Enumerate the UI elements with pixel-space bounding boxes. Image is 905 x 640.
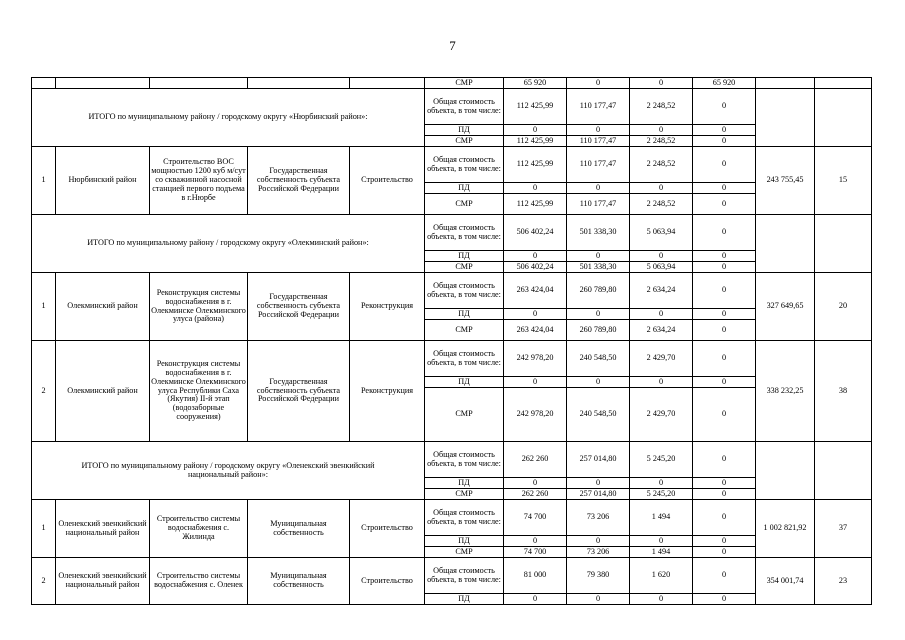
last-cell: 38 bbox=[815, 341, 872, 442]
pd-label: ПД bbox=[425, 478, 504, 489]
smr-label: СМР bbox=[425, 194, 504, 215]
total-label: Общая стоимость объекта, в том числе: bbox=[425, 442, 504, 478]
value-cell: 0 bbox=[693, 594, 756, 605]
value-cell: 0 bbox=[693, 89, 756, 125]
empty-cell bbox=[150, 78, 248, 89]
value-cell: 81 000 bbox=[504, 558, 567, 594]
value-cell: 0 bbox=[504, 251, 567, 262]
value-cell: 0 bbox=[504, 536, 567, 547]
value-cell: 0 bbox=[693, 377, 756, 388]
value-cell: 260 789,80 bbox=[567, 320, 630, 341]
value-cell: 0 bbox=[693, 489, 756, 500]
value-cell: 0 bbox=[630, 309, 693, 320]
value-cell: 0 bbox=[630, 125, 693, 136]
project-row bbox=[32, 273, 872, 309]
project-ownership: Государственная собственность субъекта Российской Федерации bbox=[248, 341, 350, 442]
project-type: Реконструкция bbox=[350, 273, 425, 341]
value-cell: 0 bbox=[693, 147, 756, 183]
value-cell: 2 429,70 bbox=[630, 388, 693, 442]
project-type: Строительство bbox=[350, 500, 425, 558]
ratio-cell: 1 002 821,92 bbox=[756, 500, 815, 558]
value-cell: 0 bbox=[567, 309, 630, 320]
value-cell: 112 425,99 bbox=[504, 89, 567, 125]
project-object: Строительство системы водоснабжения с. Оленек bbox=[150, 558, 248, 605]
value-cell: 0 bbox=[630, 251, 693, 262]
empty-cell bbox=[32, 78, 56, 89]
value-cell: 0 bbox=[693, 183, 756, 194]
value-cell: 242 978,20 bbox=[504, 388, 567, 442]
value-cell: 0 bbox=[693, 251, 756, 262]
value-cell: 0 bbox=[693, 442, 756, 478]
value-cell: 0 bbox=[693, 194, 756, 215]
empty-cell bbox=[248, 78, 350, 89]
value-cell: 1 494 bbox=[630, 547, 693, 558]
project-ownership: Государственная собственность субъекта Российской Федерации bbox=[248, 273, 350, 341]
project-district: Нюрбинский район bbox=[56, 147, 150, 215]
last-cell: 20 bbox=[815, 273, 872, 341]
value-cell: 1 494 bbox=[630, 500, 693, 536]
project-number: 1 bbox=[32, 273, 56, 341]
value-cell: 1 620 bbox=[630, 558, 693, 594]
empty-cell bbox=[756, 78, 815, 89]
value-cell: 2 248,52 bbox=[630, 136, 693, 147]
value-cell: 110 177,47 bbox=[567, 89, 630, 125]
value-cell: 501 338,30 bbox=[567, 215, 630, 251]
empty-cell bbox=[815, 78, 872, 89]
total-label: Общая стоимость объекта, в том числе: bbox=[425, 558, 504, 594]
value-cell: 2 248,52 bbox=[630, 147, 693, 183]
value-cell: 240 548,50 bbox=[567, 388, 630, 442]
project-district: Олекминский район bbox=[56, 273, 150, 341]
project-ownership: Муниципальная собственность bbox=[248, 558, 350, 605]
value-cell: 0 bbox=[630, 377, 693, 388]
value-cell: 65 920 bbox=[693, 78, 756, 89]
total-label: Общая стоимость объекта, в том числе: bbox=[425, 273, 504, 309]
section-total-label-line2: национальный район»: bbox=[187, 469, 269, 479]
value-cell: 501 338,30 bbox=[567, 262, 630, 273]
last-cell: 23 bbox=[815, 558, 872, 605]
empty-cell bbox=[756, 89, 815, 147]
last-cell: 15 bbox=[815, 147, 872, 215]
value-cell: 2 634,24 bbox=[630, 320, 693, 341]
value-cell: 73 206 bbox=[567, 547, 630, 558]
value-cell: 260 789,80 bbox=[567, 273, 630, 309]
project-district: Олекминский район bbox=[56, 341, 150, 442]
value-cell: 0 bbox=[504, 594, 567, 605]
project-number: 1 bbox=[32, 500, 56, 558]
value-cell: 110 177,47 bbox=[567, 194, 630, 215]
value-cell: 0 bbox=[630, 536, 693, 547]
project-district: Оленекский эвенкийский национальный район bbox=[56, 500, 150, 558]
project-object: Строительство ВОС мощностью 1200 куб м/сут со скважинной насосной станцией первого подъема в г.Нюрбе bbox=[150, 147, 248, 215]
value-cell: 0 bbox=[630, 183, 693, 194]
investment-table bbox=[31, 77, 872, 605]
value-cell: 112 425,99 bbox=[504, 136, 567, 147]
pd-label: ПД bbox=[425, 251, 504, 262]
smr-label: СМР bbox=[425, 320, 504, 341]
value-cell: 0 bbox=[693, 536, 756, 547]
last-cell: 37 bbox=[815, 500, 872, 558]
value-cell: 0 bbox=[693, 547, 756, 558]
value-cell: 110 177,47 bbox=[567, 136, 630, 147]
total-label: Общая стоимость объекта, в том числе: bbox=[425, 341, 504, 377]
value-cell: 0 bbox=[504, 183, 567, 194]
value-cell: 112 425,99 bbox=[504, 147, 567, 183]
project-row bbox=[32, 558, 872, 594]
total-label: Общая стоимость объекта, в том числе: bbox=[425, 215, 504, 251]
value-cell: 0 bbox=[504, 478, 567, 489]
project-object: Реконструкция системы водоснабжения в г. Олекминске Олекминского улуса (района) bbox=[150, 273, 248, 341]
value-cell: 0 bbox=[504, 125, 567, 136]
value-cell: 0 bbox=[693, 500, 756, 536]
section-total-row bbox=[32, 442, 872, 478]
ratio-cell: 338 232,25 bbox=[756, 341, 815, 442]
empty-cell bbox=[815, 442, 872, 500]
value-cell: 74 700 bbox=[504, 500, 567, 536]
section-total-label bbox=[32, 442, 425, 500]
value-cell: 0 bbox=[567, 125, 630, 136]
value-cell: 263 424,04 bbox=[504, 273, 567, 309]
value-cell: 5 245,20 bbox=[630, 489, 693, 500]
value-cell: 0 bbox=[630, 594, 693, 605]
value-cell: 0 bbox=[693, 215, 756, 251]
project-row bbox=[32, 341, 872, 377]
value-cell: 257 014,80 bbox=[567, 442, 630, 478]
value-cell: 506 402,24 bbox=[504, 262, 567, 273]
empty-cell bbox=[756, 442, 815, 500]
page-number: 7 bbox=[449, 38, 456, 53]
section-total-label-line1: ИТОГО по муниципальному району / городскому округу «Оленекский эвенкийский bbox=[81, 460, 375, 470]
smr-label: СМР bbox=[425, 78, 504, 89]
smr-label: СМР bbox=[425, 262, 504, 273]
project-ownership: Муниципальная собственность bbox=[248, 500, 350, 558]
empty-cell bbox=[56, 78, 150, 89]
value-cell: 0 bbox=[693, 558, 756, 594]
ratio-cell: 354 001,74 bbox=[756, 558, 815, 605]
value-cell: 0 bbox=[567, 594, 630, 605]
value-cell: 79 380 bbox=[567, 558, 630, 594]
pd-label: ПД bbox=[425, 377, 504, 388]
value-cell: 0 bbox=[693, 262, 756, 273]
value-cell: 262 260 bbox=[504, 489, 567, 500]
value-cell: 65 920 bbox=[504, 78, 567, 89]
pd-label: ПД bbox=[425, 309, 504, 320]
carry-over-row bbox=[32, 78, 872, 89]
value-cell: 0 bbox=[567, 536, 630, 547]
project-number: 1 bbox=[32, 147, 56, 215]
project-type: Строительство bbox=[350, 147, 425, 215]
smr-label: СМР bbox=[425, 136, 504, 147]
project-number: 2 bbox=[32, 558, 56, 605]
value-cell: 0 bbox=[567, 251, 630, 262]
pd-label: ПД bbox=[425, 536, 504, 547]
project-object: Реконструкция системы водоснабжения в г. Олекминске Олекминского улуса Республики Саха (Якутия) II-й этап (водозаборные сооружения) bbox=[150, 341, 248, 442]
empty-cell bbox=[815, 215, 872, 273]
value-cell: 0 bbox=[693, 320, 756, 341]
value-cell: 5 063,94 bbox=[630, 262, 693, 273]
value-cell: 242 978,20 bbox=[504, 341, 567, 377]
project-type: Реконструкция bbox=[350, 341, 425, 442]
project-row bbox=[32, 147, 872, 183]
value-cell: 0 bbox=[693, 478, 756, 489]
project-ownership: Государственная собственность субъекта Российской Федерации bbox=[248, 147, 350, 215]
value-cell: 0 bbox=[693, 125, 756, 136]
pd-label: ПД bbox=[425, 125, 504, 136]
value-cell: 112 425,99 bbox=[504, 194, 567, 215]
value-cell: 0 bbox=[630, 478, 693, 489]
value-cell: 0 bbox=[567, 78, 630, 89]
project-row bbox=[32, 500, 872, 536]
value-cell: 74 700 bbox=[504, 547, 567, 558]
smr-label: СМР bbox=[425, 489, 504, 500]
ratio-cell: 243 755,45 bbox=[756, 147, 815, 215]
value-cell: 0 bbox=[693, 136, 756, 147]
value-cell: 263 424,04 bbox=[504, 320, 567, 341]
value-cell: 0 bbox=[567, 478, 630, 489]
pd-label: ПД bbox=[425, 183, 504, 194]
value-cell: 0 bbox=[567, 183, 630, 194]
value-cell: 0 bbox=[504, 309, 567, 320]
ratio-cell: 327 649,65 bbox=[756, 273, 815, 341]
value-cell: 2 248,52 bbox=[630, 89, 693, 125]
value-cell: 73 206 bbox=[567, 500, 630, 536]
project-object: Строительство системы водоснабжения с. Жилинда bbox=[150, 500, 248, 558]
value-cell: 262 260 bbox=[504, 442, 567, 478]
value-cell: 2 429,70 bbox=[630, 341, 693, 377]
value-cell: 110 177,47 bbox=[567, 147, 630, 183]
value-cell: 2 634,24 bbox=[630, 273, 693, 309]
total-label: Общая стоимость объекта, в том числе: bbox=[425, 500, 504, 536]
smr-label: СМР bbox=[425, 388, 504, 442]
section-total-label: ИТОГО по муниципальному району / городскому округу «Олекминский район»: bbox=[32, 215, 425, 273]
smr-label: СМР bbox=[425, 547, 504, 558]
section-total-label: ИТОГО по муниципальному району / городскому округу «Нюрбинский район»: bbox=[32, 89, 425, 147]
value-cell: 506 402,24 bbox=[504, 215, 567, 251]
value-cell: 257 014,80 bbox=[567, 489, 630, 500]
project-type: Строительство bbox=[350, 558, 425, 605]
value-cell: 0 bbox=[693, 309, 756, 320]
value-cell: 0 bbox=[693, 273, 756, 309]
value-cell: 5 245,20 bbox=[630, 442, 693, 478]
section-total-row bbox=[32, 89, 872, 125]
value-cell: 0 bbox=[567, 377, 630, 388]
value-cell: 5 063,94 bbox=[630, 215, 693, 251]
pd-label: ПД bbox=[425, 594, 504, 605]
project-district: Оленекский эвенкийский национальный район bbox=[56, 558, 150, 605]
value-cell: 0 bbox=[630, 78, 693, 89]
value-cell: 240 548,50 bbox=[567, 341, 630, 377]
section-total-row bbox=[32, 215, 872, 251]
empty-cell bbox=[756, 215, 815, 273]
total-label: Общая стоимость объекта, в том числе: bbox=[425, 147, 504, 183]
value-cell: 0 bbox=[693, 388, 756, 442]
project-number: 2 bbox=[32, 341, 56, 442]
total-label: Общая стоимость объекта, в том числе: bbox=[425, 89, 504, 125]
value-cell: 0 bbox=[504, 377, 567, 388]
value-cell: 2 248,52 bbox=[630, 194, 693, 215]
value-cell: 0 bbox=[693, 341, 756, 377]
empty-cell bbox=[350, 78, 425, 89]
empty-cell bbox=[815, 89, 872, 147]
